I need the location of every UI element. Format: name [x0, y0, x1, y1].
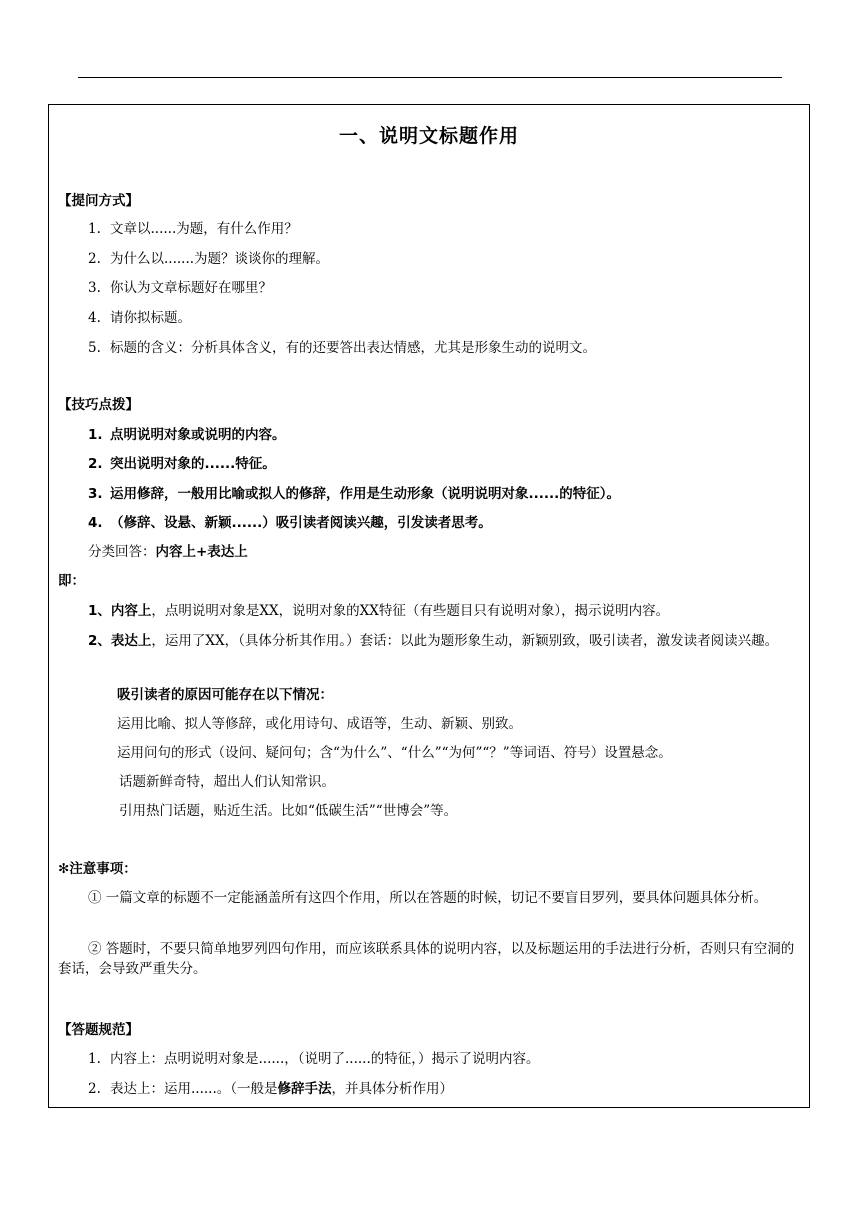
skill-item-num: 4.: [88, 515, 103, 531]
ask-item: [88, 308, 191, 328]
answer-item-text-bold: 修辞手法: [277, 1081, 332, 1097]
skill-item: [88, 425, 286, 445]
answer-item-num: 2.: [88, 1081, 101, 1097]
note-paragraph: ① 一篇文章的标题不一定能涵盖所有这四个作用，所以在答题的时候，切记不要盲目罗列，要具体问题具体分析。: [88, 890, 768, 906]
reasons-heading: 吸引读者的原因可能存在以下情况：: [117, 687, 333, 703]
answer-item-num: 1.: [88, 1051, 101, 1067]
reason-item: 引用热门话题，贴近生活。比如“低碳生活”“世博会”等。: [119, 803, 458, 819]
skill-item-text: （修辞、设悬、新颖......）吸引读者阅读兴趣，引发读者思考。: [110, 515, 492, 531]
answer-item-text: 内容上：点明说明对象是......，（说明了......的特征，）揭示了说明内容。: [110, 1051, 540, 1067]
skill-item-num: 2.: [88, 456, 103, 472]
header-rule: [78, 77, 782, 78]
skill-item: [88, 513, 492, 533]
reason-item: 运用问句的形式（设问、疑问句；含“为什么”、“什么”“为何”“？”等词语、符号）设置悬念。: [117, 745, 672, 761]
express-paragraph: [58, 631, 804, 651]
reason-item: 话题新鲜奇特，超出人们认知常识。: [119, 774, 335, 790]
skill-item: [88, 484, 620, 504]
note-paragraph: ② 答题时，不要只简单地罗列四句作用，而应该联系具体的说明内容，以及标题运用的手法进行分析，否则只有空洞的套话，会导致严重失分。: [58, 941, 795, 977]
ask-item-text: 你认为文章标题好在哪里？: [110, 280, 272, 296]
skill-item: [88, 454, 276, 474]
skill-item-text: 点明说明对象或说明的内容。: [110, 427, 286, 443]
ask-item-num: 5.: [88, 340, 101, 356]
notes-heading: ✻注意事项：: [58, 861, 137, 877]
content-label: 1、内容上: [88, 603, 152, 619]
answer-item-text-pre: 表达上：运用......。（一般是: [110, 1081, 278, 1097]
ask-item: [88, 278, 272, 298]
ask-heading: 【提问方式】: [58, 193, 139, 209]
answer-heading: 【答题规范】: [58, 1022, 139, 1038]
ask-item-text: 为什么以.......为题？谈谈你的理解。: [110, 251, 330, 267]
content-box: [48, 104, 810, 1108]
skill-item-num: 1.: [88, 427, 103, 443]
ask-item: [88, 338, 596, 358]
classify-text: 内容上+表达上: [155, 544, 248, 560]
express-text: ，运用了XX，（具体分析其作用。）套话：以此为题形象生动，新颖别致，吸引读者，激发读者阅读兴趣。: [151, 633, 779, 649]
ji-label: 即：: [58, 573, 85, 589]
ask-item: [88, 219, 298, 239]
skill-item-num: 3.: [88, 486, 103, 502]
content-text: ，点明说明对象是XX，说明对象的XX特征（有些题目只有说明对象），揭示说明内容。: [151, 603, 670, 619]
express-label: 2、表达上: [88, 633, 152, 649]
skill-item-text: 运用修辞，一般用比喻或拟人的修辞，作用是生动形象（说明说明对象......的特征）。: [110, 486, 621, 502]
ask-item-num: 3.: [88, 280, 101, 296]
ask-item-num: 4.: [88, 310, 101, 326]
classify-line: [88, 542, 248, 562]
answer-item: [88, 1079, 453, 1099]
content-line: [88, 601, 669, 621]
page-title: 一、说明文标题作用: [338, 125, 519, 147]
skill-heading: 【技巧点拨】: [58, 397, 139, 413]
ask-item-num: 2.: [88, 251, 101, 267]
ask-item-text: 文章以......为题，有什么作用？: [110, 221, 298, 237]
classify-label: 分类回答：: [88, 544, 156, 560]
answer-item: [88, 1049, 540, 1069]
answer-item-text-post: ，并具体分析作用）: [331, 1081, 453, 1097]
reason-item: 运用比喻、拟人等修辞，或化用诗句、成语等，生动、新颖、别致。: [117, 716, 522, 732]
ask-item-num: 1.: [88, 221, 101, 237]
ask-item-text: 标题的含义：分析具体含义，有的还要答出表达情感，尤其是形象生动的说明文。: [110, 340, 596, 356]
ask-item: [88, 249, 329, 269]
skill-item-text: 突出说明对象的......特征。: [110, 456, 276, 472]
ask-item-text: 请你拟标题。: [110, 310, 191, 326]
